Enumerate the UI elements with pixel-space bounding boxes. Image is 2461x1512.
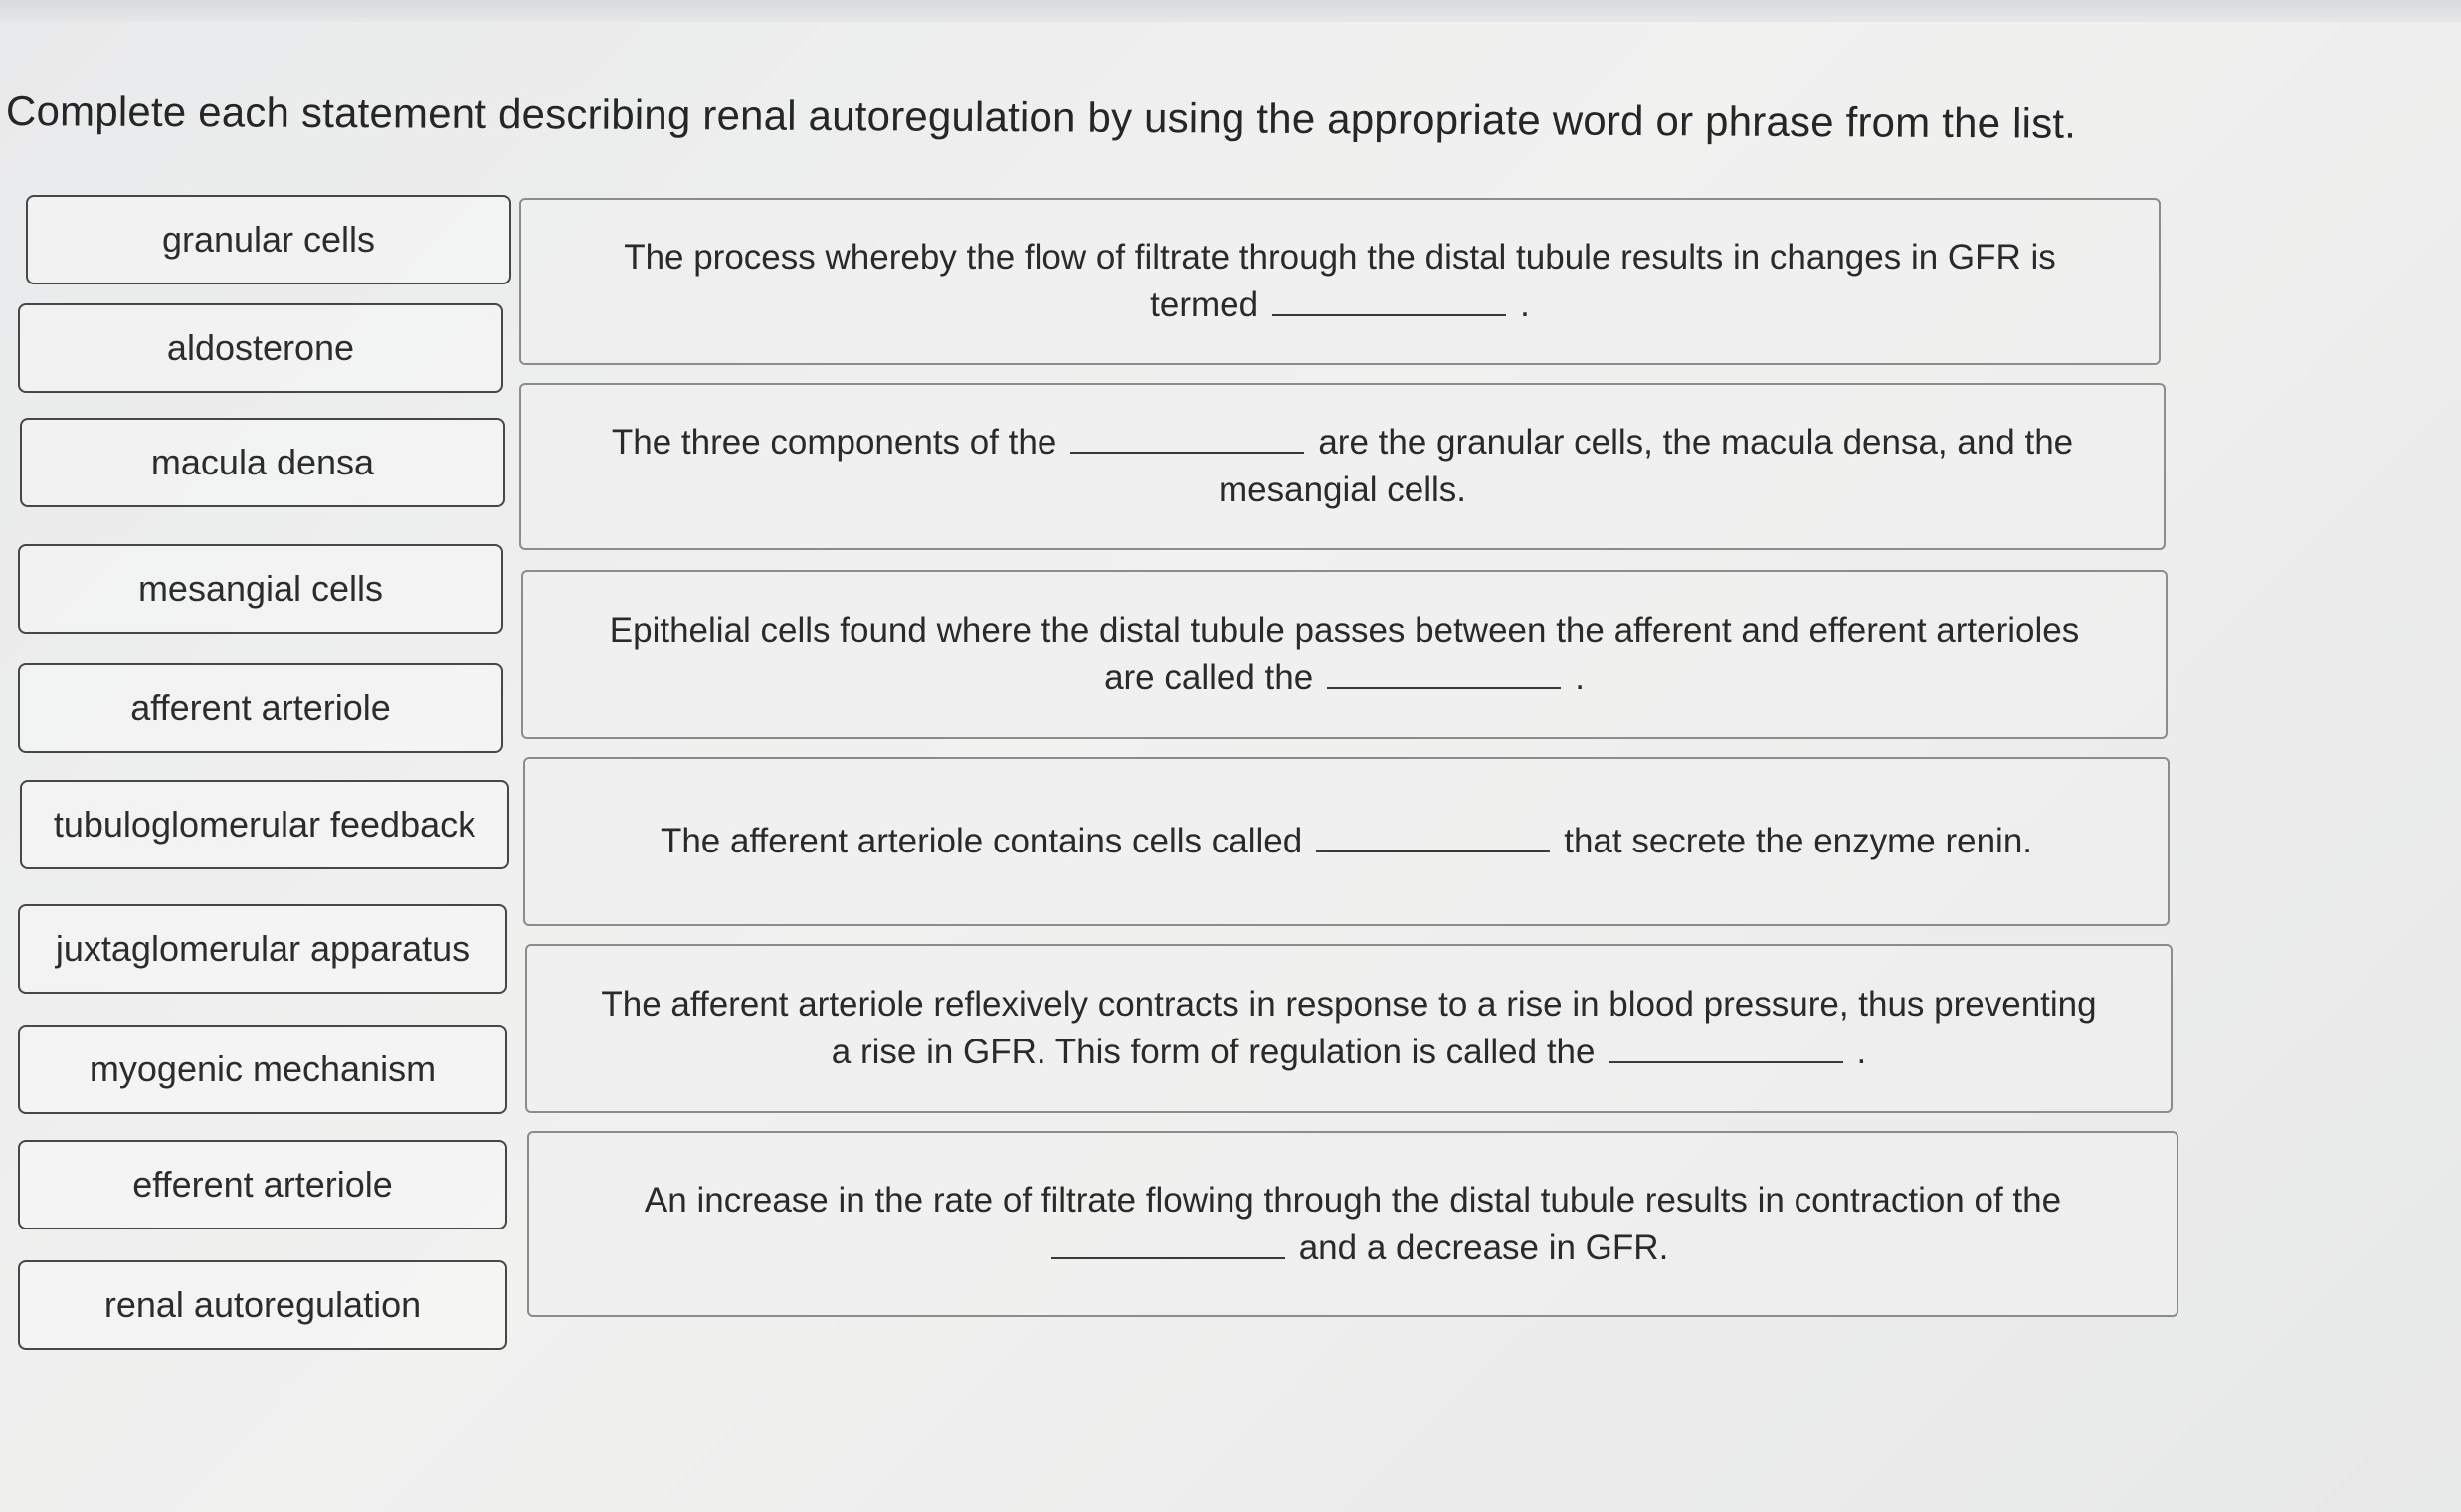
word-tile-renal-autoregulation[interactable]: renal autoregulation (18, 1260, 507, 1350)
statement-1-text-before: The process whereby the flow of filtrate through the distal tubule results in changes in GFR is termed (624, 238, 2056, 324)
statement-6-drop-blank[interactable] (1051, 1251, 1285, 1259)
statement-3-text-before: Epithelial cells found where the distal tubule passes between the afferent and efferent arterioles are called the (609, 611, 2080, 697)
statement-4-text-before: The afferent arteriole contains cells called (660, 822, 1303, 860)
word-tile-granular-cells[interactable]: granular cells (26, 195, 511, 284)
statement-5-text-after: . (1856, 1033, 1867, 1071)
statement-5-drop-blank[interactable] (1609, 1055, 1843, 1063)
statement-3 (521, 570, 2168, 739)
statement-6-text-after: and a decrease in GFR. (1298, 1228, 1669, 1267)
statement-5 (525, 944, 2173, 1113)
instruction-text: Complete each statement describing renal autoregulation by using the appropriate word or phrase from the list. (5, 88, 2077, 147)
statement-4-text-after: that secrete the enzyme renin. (1564, 822, 2033, 860)
statement-1-text-after: . (1520, 285, 1530, 324)
statement-1-drop-blank[interactable] (1272, 308, 1506, 316)
statement-1 (519, 198, 2161, 365)
statement-2 (519, 383, 2166, 550)
word-tile-tubuloglomerular-feedback[interactable]: tubuloglomerular feedback (20, 780, 509, 869)
statement-2-drop-blank[interactable] (1070, 446, 1304, 454)
statement-5-text-before: The afferent arteriole reflexively contracts in response to a rise in blood pressure, thus preventing a rise in GFR. This form of regulation is called the (601, 985, 2097, 1071)
word-tile-macula-densa[interactable]: macula densa (20, 418, 505, 507)
word-tile-mesangial-cells[interactable]: mesangial cells (18, 544, 503, 634)
word-tile-afferent-arteriole[interactable]: afferent arteriole (18, 663, 503, 753)
statement-2-text-before: The three components of the (611, 423, 1057, 462)
top-strip (0, 0, 2461, 22)
statement-6-text-before: An increase in the rate of filtrate flowing through the distal tubule results in contraction of the (644, 1180, 2062, 1220)
statement-4 (523, 757, 2170, 926)
statement-4-drop-blank[interactable] (1316, 845, 1550, 852)
statement-6 (527, 1131, 2178, 1317)
statement-3-text-after: . (1575, 659, 1585, 697)
word-tile-aldosterone[interactable]: aldosterone (18, 303, 503, 393)
statement-3-drop-blank[interactable] (1327, 681, 1561, 689)
statement-2-text-after: are the granular cells, the macula densa, and the mesangial cells. (1219, 423, 2074, 509)
word-tile-efferent-arteriole[interactable]: efferent arteriole (18, 1140, 507, 1229)
word-tile-juxtaglomerular-apparatus[interactable]: juxtaglomerular apparatus (18, 904, 507, 994)
word-tile-myogenic-mechanism[interactable]: myogenic mechanism (18, 1025, 507, 1114)
